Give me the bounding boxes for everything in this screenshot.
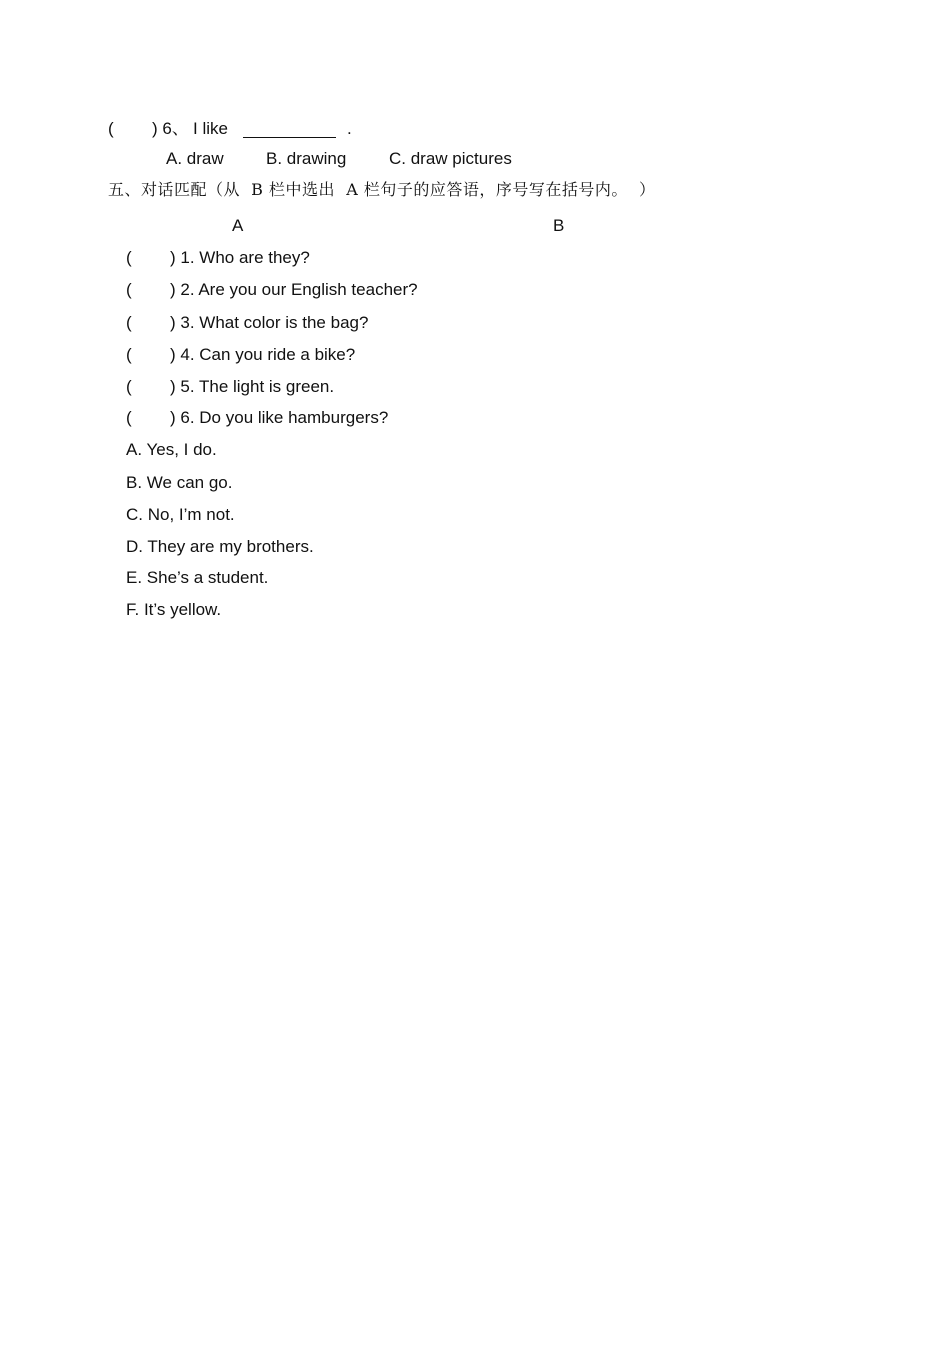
- section5-instruction: 五、对话匹配（从 B 栏中选出 A 栏句子的应答语，序号写在括号内。 ）: [108, 180, 656, 199]
- answer-paren[interactable]: (: [126, 345, 132, 364]
- answer-paren[interactable]: (: [126, 408, 132, 427]
- list-item: ) 6. Do you like hamburgers?: [170, 408, 389, 427]
- q6-open-paren: (: [108, 119, 114, 138]
- list-item: ) 2. Are you our English teacher?: [170, 280, 418, 299]
- answer-option: D. They are my brothers.: [126, 537, 314, 556]
- q6-option-b: B. drawing: [266, 149, 347, 168]
- q6-number: ) 6、: [152, 119, 189, 138]
- list-item: ) 4. Can you ride a bike?: [170, 345, 356, 364]
- q6-option-a: A. draw: [166, 149, 224, 168]
- q6-stem: I like: [193, 119, 228, 138]
- list-item: ) 3. What color is the bag?: [170, 313, 369, 332]
- answer-option: A. Yes, I do.: [126, 440, 217, 459]
- column-a-header: A: [232, 216, 244, 235]
- list-item: ) 1. Who are they?: [170, 248, 310, 267]
- q6-period: .: [347, 119, 352, 138]
- answer-option: F. It’s yellow.: [126, 600, 222, 619]
- answer-paren[interactable]: (: [126, 313, 132, 332]
- answer-paren[interactable]: (: [126, 377, 132, 396]
- list-item: ) 5. The light is green.: [170, 377, 335, 396]
- answer-option: E. She’s a student.: [126, 568, 269, 587]
- answer-option: B. We can go.: [126, 473, 233, 492]
- answer-option: C. No, I’m not.: [126, 505, 235, 524]
- column-b-header: B: [553, 216, 565, 235]
- answer-paren[interactable]: (: [126, 280, 132, 299]
- q6-option-c: C. draw pictures: [389, 149, 512, 168]
- answer-paren[interactable]: (: [126, 248, 132, 267]
- q6-answer-blank[interactable]: [243, 137, 336, 138]
